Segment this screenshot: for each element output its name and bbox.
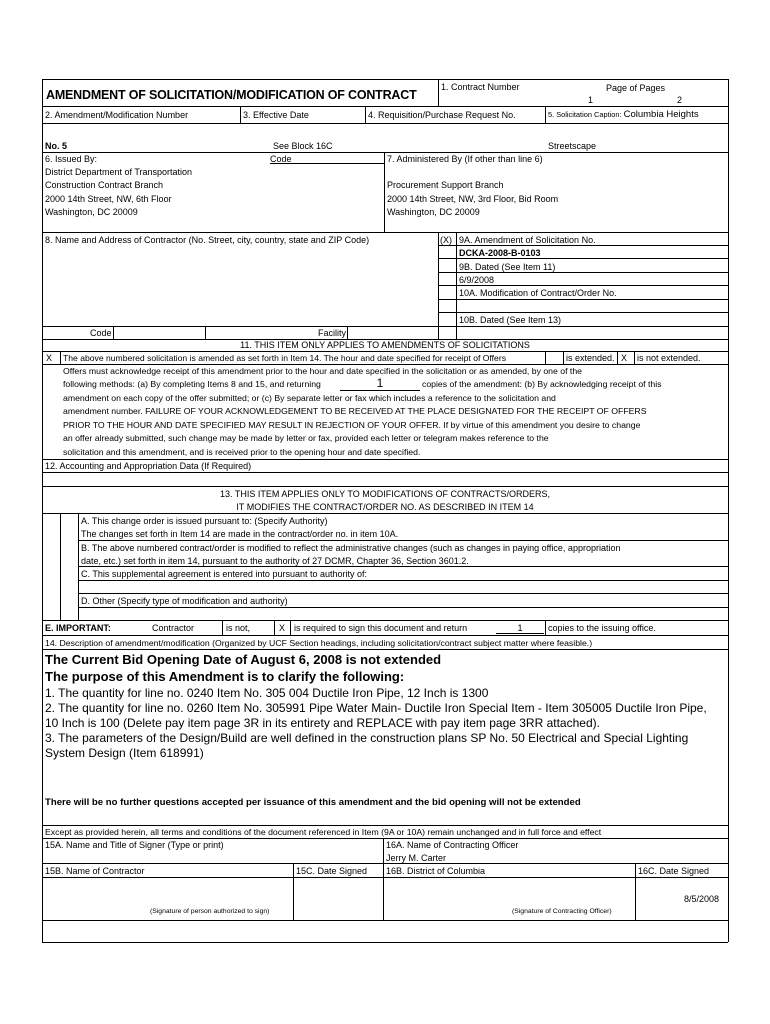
item13-d-line-1: D. Other (Specify type of modification and authority) — [81, 596, 288, 606]
modification-10a-label: 10A. Modification of Contract/Order No. — [459, 288, 617, 298]
important-label: E. IMPORTANT: — [45, 623, 111, 633]
form-title: AMENDMENT OF SOLICITATION/MODIFICATION OF CONTRACT — [46, 88, 417, 102]
not-extended-label: is not extended. — [637, 353, 701, 363]
contractor-facility-label: Facility — [318, 328, 347, 338]
item13-title-2: IT MODIFIES THE CONTRACT/ORDER NO. AS DESCRIBED IN ITEM 14 — [236, 502, 534, 512]
dated-9b-value: 6/9/2008 — [459, 275, 495, 285]
amendment-solicitation-label: 9A. Amendment of Solicitation No. — [459, 235, 596, 245]
item13-title-1: 13. THIS ITEM APPLIES ONLY TO MODIFICATIONS OF CONTRACTS/ORDERS, — [219, 489, 551, 499]
officer-date-signed-value: 8/5/2008 — [684, 894, 720, 904]
item11-line-8: solicitation and this amendment, and is received prior to the opening hour and date specified. — [63, 447, 421, 457]
accounting-data-label: 12. Accounting and Appropriation Data (If Required) — [45, 461, 252, 471]
contractor-code-label: Code — [90, 328, 112, 338]
administered-line-2: 2000 14th Street, NW, 3rd Floor, Bid Room — [387, 194, 559, 204]
contract-number-label: 1. Contract Number — [441, 82, 520, 92]
solicitation-caption-value2: Streetscape — [548, 141, 597, 151]
item13-a-line-1: A. This change order is issued pursuant to: (Specify Authority) — [81, 516, 328, 526]
description-footer: There will be no further questions accepted per issuance of this amendment and the bid opening will not be extended — [45, 797, 581, 808]
page-current: 1 — [588, 95, 594, 105]
item11-copies-value — [340, 376, 420, 391]
issued-code-label: Code — [270, 154, 292, 164]
item13-a-line-2: The changes set forth in Item 14 are made in the contract/order no. in item 10A. — [81, 529, 399, 539]
issued-by-label: 6. Issued By: — [45, 154, 98, 164]
officer-date-signed-label: 16C. Date Signed — [638, 866, 710, 876]
page-total: 2 — [677, 95, 683, 105]
item13-b-line-1: B. The above numbered contract/order is modified to reflect the administrative changes (such as changes in paying office, appropriation — [81, 543, 621, 553]
effective-date-label: 3. Effective Date — [243, 110, 309, 120]
description-label: 14. Description of amendment/modification (Organized by UCF Section headings, including solicitation/contract subject matter where feasible.) — [45, 638, 593, 648]
item11-line-4: amendment on each copy of the offer submitted; or (c) By separate letter or fax which includes a reference to the solicitation and — [63, 393, 556, 403]
page-of-pages-label: Page of Pages — [606, 83, 666, 93]
solicitation-number-value: DCKA-2008-B-0103 — [459, 248, 541, 258]
signer-name-label: 15A. Name and Title of Signer (Type or print) — [45, 840, 224, 850]
description-heading-1: The Current Bid Opening Date of August 6, 2008 is not extended — [45, 652, 442, 667]
important-contractor-label: Contractor — [152, 623, 195, 633]
important-x-mark: X — [279, 623, 286, 633]
item11-title: 11. THIS ITEM ONLY APPLIES TO AMENDMENTS OF SOLICITATIONS — [240, 340, 530, 350]
district-label: 16B. District of Columbia — [386, 866, 486, 876]
important-copies-value: 1 — [496, 623, 544, 634]
item11-line-3a: following methods: (a) By completing Items 8 and 15, and returning — [63, 379, 321, 389]
solicitation-caption-label — [548, 109, 699, 120]
issued-line-3: 2000 14th Street, NW, 6th Floor — [45, 194, 172, 204]
item11-line-2: Offers must acknowledge receipt of this amendment prior to the hour and date specified in the solicitation or as amended, by one of the — [63, 366, 582, 376]
item11-x-mark: X — [46, 353, 53, 363]
officer-signature-caption: (Signature of Contracting Officer) — [512, 908, 612, 915]
description-line-3: 10 Inch is 100 (Delete pay item page 3R in its entirety and REPLACE with pay item page 3RR attached). — [45, 716, 600, 730]
contractor-date-signed-label: 15C. Date Signed — [296, 866, 368, 876]
item13-c-line-1: C. This supplemental agreement is entered into pursuant to authority of: — [81, 569, 367, 579]
caption-label-text: 5. Solicitation Caption: — [548, 110, 622, 119]
issued-line-1: District Department of Transportation — [45, 167, 193, 177]
except-text: Except as provided herein, all terms and conditions of the document referenced in Item (9A or 10A) remain unchanged and in full force and effect — [45, 827, 602, 837]
description-line-4: 3. The parameters of the Design/Build are well defined in the construction plans SP No. 50 Electrical and Special Lighting — [45, 731, 689, 745]
administered-line-3: Washington, DC 20009 — [387, 207, 480, 217]
item13-b-line-2: date, etc.) set forth in item 14, pursuant to the authority of 27 DCMR, Chapter 36, Section 3601.2. — [81, 556, 469, 566]
description-heading-2: The purpose of this Amendment is to clarify the following: — [45, 669, 405, 684]
item11-line-7: an offer already submitted, such change may be made by letter or fax, provided each letter or telegram makes reference to the — [63, 433, 549, 443]
description-line-2: 2. The quantity for line no. 0260 Item No. 305991 Pipe Water Main- Ductile Iron Special Item - Item 305005 Ductile Iron Pipe, — [45, 701, 707, 715]
contracting-officer-label: 16A. Name of Contracting Officer — [386, 840, 519, 850]
contractor-address-label: 8. Name and Address of Contractor (No. Street, city, country, state and ZIP Code) — [45, 235, 370, 245]
contractor-signature-caption: (Signature of person authorized to sign) — [150, 908, 270, 915]
dated-9b-label: 9B. Dated (See Item 11) — [459, 262, 556, 272]
administered-line-1: Procurement Support Branch — [387, 180, 504, 190]
item11-line-5: amendment number. FAILURE OF YOUR ACKNOWLEDGEMENT TO BE RECEIVED AT THE PLACE DESIGNATED FOR THE RECEIPT OF OFFERS — [63, 406, 647, 416]
important-is-not-label: is not, — [226, 623, 251, 633]
contractor-name-label: 15B. Name of Contractor — [45, 866, 145, 876]
amendment-number-label: 2. Amendment/Modification Number — [45, 110, 189, 120]
item11-line-3b: copies of the amendment: (b) By acknowledging receipt of this — [422, 379, 662, 389]
effective-date-value: See Block 16C — [273, 141, 333, 151]
dated-10b-label: 10B. Dated (See Item 13) — [459, 315, 562, 325]
contracting-officer-name: Jerry M. Carter — [386, 853, 447, 863]
copies-number: 1 — [376, 376, 384, 390]
item11-line-1: The above numbered solicitation is amended as set forth in Item 14. The hour and date specified for receipt of Offers — [63, 353, 506, 363]
description-line-1: 1. The quantity for line no. 0240 Item No. 305 004 Ductile Iron Pipe, 12 Inch is 1300 — [45, 686, 489, 700]
is-extended-label: is extended. — [566, 353, 615, 363]
important-required-text: is required to sign this document and return — [294, 623, 468, 633]
issued-line-2: Construction Contract Branch — [45, 180, 164, 190]
description-line-5: System Design (Item 618991) — [45, 746, 204, 760]
administered-by-label: 7. Administered By (If other than line 6) — [387, 154, 543, 164]
caption-value: Columbia Heights — [623, 109, 699, 120]
item11-x-mark-2: X — [621, 353, 628, 363]
important-copies-text: copies to the issuing office. — [548, 623, 656, 633]
block9-x-mark: (X) — [440, 235, 452, 245]
amendment-number-value: No. 5 — [45, 141, 68, 151]
issued-line-4: Washington, DC 20009 — [45, 207, 138, 217]
item11-line-6: PRIOR TO THE HOUR AND DATE SPECIFIED MAY RESULT IN REJECTION OF YOUR OFFER. If by virtue of this amendment you desire to change — [63, 420, 641, 430]
requisition-label: 4. Requisition/Purchase Request No. — [368, 110, 516, 120]
